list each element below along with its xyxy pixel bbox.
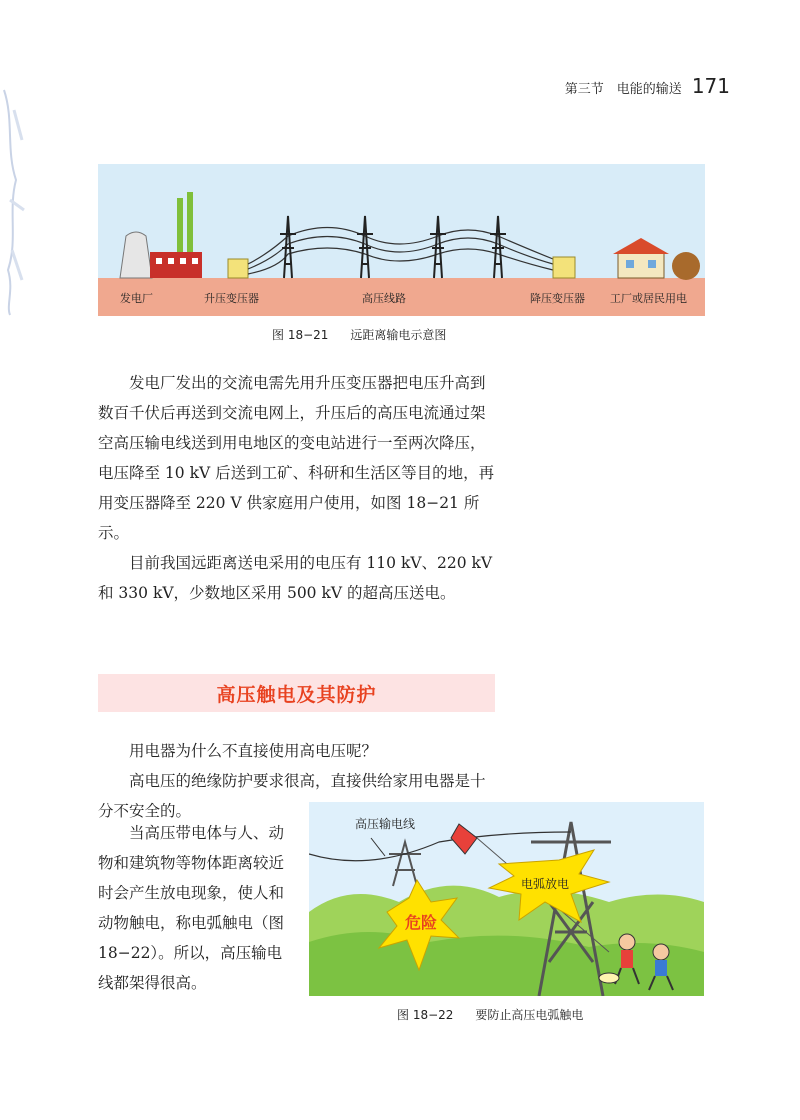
arc-discharge-illustration — [309, 802, 704, 996]
section-heading: 高压触电及其防护 — [98, 674, 495, 712]
page-number: 171 — [691, 74, 730, 98]
label-step-down-transformer: 降压变压器 — [530, 292, 585, 305]
label-step-up-transformer: 升压变压器 — [204, 292, 259, 305]
step-up-transformer-icon — [228, 259, 248, 278]
label-high-voltage-line: 高压线路 — [362, 292, 406, 305]
label-power-plant: 发电厂 — [120, 292, 153, 305]
arc-scene — [309, 802, 704, 996]
paragraph-insulation: 高电压的绝缘防护要求很高，直接供给家用电器是十分不安全的。 — [98, 772, 486, 820]
figure2-caption — [397, 1006, 583, 1023]
header-section-title: 第三节 电能的输送 — [564, 82, 682, 97]
figure2-caption-text: 要防止高压电弧触电 — [475, 1008, 584, 1022]
paragraph-arc-shock: 当高压带电体与人、动物和建筑物等物体距离较近时会产生放电现象，使人和动物触电，称电弧触电（图 18−22）。所以，高压输电线都架得很高。 — [98, 824, 285, 992]
step-down-transformer-icon — [553, 257, 575, 278]
figure1-caption-text: 远距离输电示意图 — [350, 328, 447, 342]
label-arc-discharge: 电弧放电 — [521, 877, 570, 891]
page-header — [565, 74, 730, 98]
figure1-caption-number: 图 18−21 — [272, 328, 329, 342]
transmission-illustration — [98, 164, 705, 316]
margin-decoration — [0, 80, 30, 320]
label-factory-residential: 工厂或居民用电 — [610, 292, 687, 305]
label-danger: 危险 — [405, 913, 438, 932]
paragraph-voltage-levels: 目前我国远距离送电采用的电压有 110 kV、220 kV 和 330 kV，少数地区采用 500 kV 的超高压送电。 — [98, 554, 493, 602]
figure1-caption — [272, 326, 446, 343]
paragraph-transmission: 发电厂发出的交流电需先用升压变压器把电压升高到数百千伏后再送到交流电网上，升压后的高压电流通过架空高压输电线送到用电地区的变电站进行一至两次降压，电压降至 10 kV 后送到工矿、科研和生活区等目的地，再用变压器降至 220 V 供家庭用户使用，如图 18−21 所示。 — [98, 374, 495, 542]
paragraph-question: 用电器为什么不直接使用高电压呢？ — [129, 742, 378, 760]
power-transmission-diagram — [98, 164, 705, 316]
label-power-line: 高压输电线 — [355, 817, 416, 831]
figure2-caption-number: 图 18−22 — [397, 1008, 454, 1022]
